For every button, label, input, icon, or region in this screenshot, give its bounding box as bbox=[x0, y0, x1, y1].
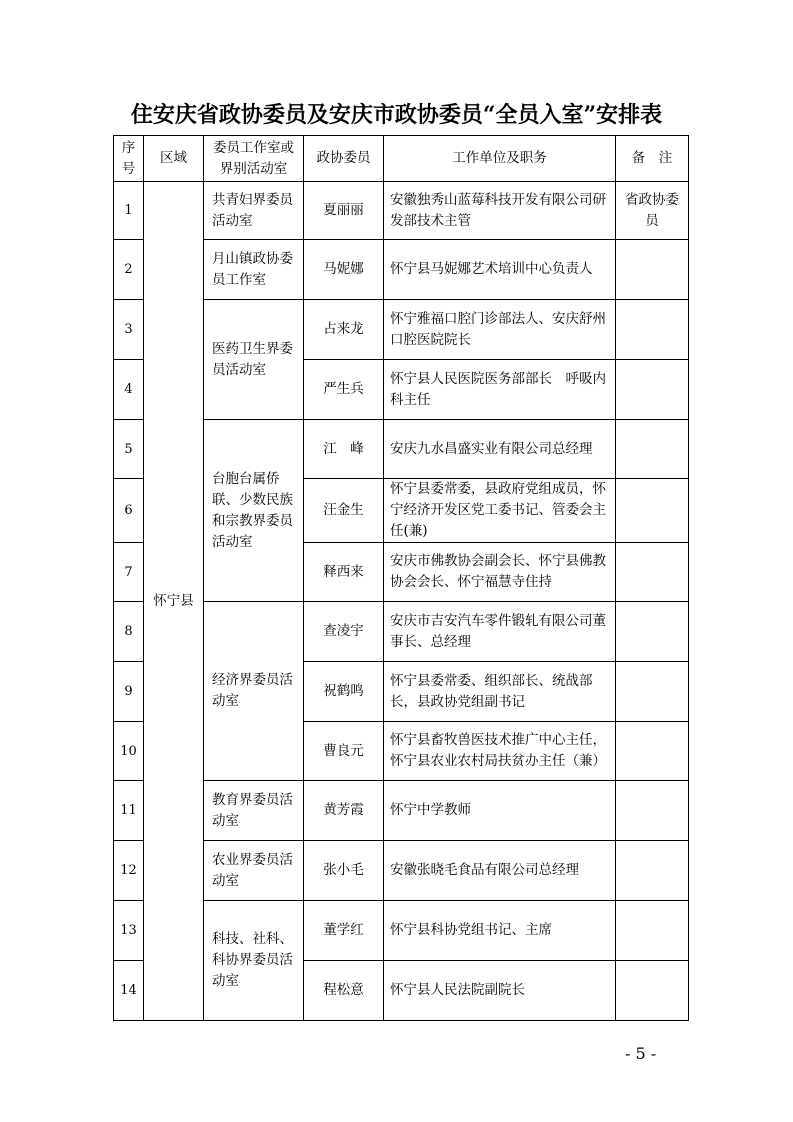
member-cell: 祝鹤鸣 bbox=[304, 662, 384, 722]
unit-cell: 怀宁县委常委、组织部长、统战部长，县政协党组副书记 bbox=[384, 662, 616, 722]
note-cell bbox=[616, 781, 689, 841]
seq-cell: 14 bbox=[114, 961, 144, 1021]
member-cell: 严生兵 bbox=[304, 360, 384, 420]
note-cell bbox=[616, 360, 689, 420]
header-room: 委员工作室或界别活动室 bbox=[204, 136, 304, 182]
unit-cell: 怀宁雅福口腔门诊部法人、安庆舒州口腔医院院长 bbox=[384, 300, 616, 360]
seq-cell: 8 bbox=[114, 602, 144, 662]
room-cell: 共青妇界委员活动室 bbox=[204, 182, 304, 240]
room-cell: 科技、社科、科协界委员活动室 bbox=[204, 901, 304, 1021]
room-cell: 医药卫生界委员活动室 bbox=[204, 300, 304, 420]
member-cell: 占来龙 bbox=[304, 300, 384, 360]
unit-cell: 怀宁中学教师 bbox=[384, 781, 616, 841]
header-member: 政协委员 bbox=[304, 136, 384, 182]
seq-cell: 9 bbox=[114, 662, 144, 722]
header-note: 备 注 bbox=[616, 136, 689, 182]
note-cell bbox=[616, 961, 689, 1021]
member-cell: 江 峰 bbox=[304, 420, 384, 479]
unit-cell: 安徽独秀山蓝莓科技开发有限公司研发部技术主管 bbox=[384, 182, 616, 240]
member-cell: 查凌宇 bbox=[304, 602, 384, 662]
note-cell bbox=[616, 662, 689, 722]
note-cell bbox=[616, 543, 689, 602]
member-cell: 曹良元 bbox=[304, 722, 384, 781]
note-cell bbox=[616, 602, 689, 662]
unit-cell: 安庆市吉安汽车零件锻轧有限公司董事长、总经理 bbox=[384, 602, 616, 662]
seq-cell: 3 bbox=[114, 300, 144, 360]
seq-cell: 13 bbox=[114, 901, 144, 961]
region-cell: 怀宁县 bbox=[144, 182, 204, 1021]
note-cell bbox=[616, 722, 689, 781]
member-cell: 释西来 bbox=[304, 543, 384, 602]
note-cell bbox=[616, 479, 689, 543]
member-cell: 汪金生 bbox=[304, 479, 384, 543]
seq-cell: 11 bbox=[114, 781, 144, 841]
unit-cell: 怀宁县畜牧兽医技术推广中心主任，怀宁县农业农村局扶贫办主任（兼） bbox=[384, 722, 616, 781]
table-header-row bbox=[114, 136, 689, 182]
member-cell: 董学红 bbox=[304, 901, 384, 961]
header-region: 区域 bbox=[144, 136, 204, 182]
unit-cell: 怀宁县人民法院副院长 bbox=[384, 961, 616, 1021]
seq-cell: 5 bbox=[114, 420, 144, 479]
unit-cell: 怀宁县人民医院医务部部长 呼吸内科主任 bbox=[384, 360, 616, 420]
member-cell: 张小毛 bbox=[304, 841, 384, 901]
seq-cell: 6 bbox=[114, 479, 144, 543]
room-cell: 台胞台属侨联、少数民族和宗教界委员活动室 bbox=[204, 420, 304, 602]
room-cell: 农业界委员活动室 bbox=[204, 841, 304, 901]
note-cell bbox=[616, 300, 689, 360]
page-number: - 5 - bbox=[625, 1044, 657, 1063]
note-cell bbox=[616, 901, 689, 961]
member-cell: 夏丽丽 bbox=[304, 182, 384, 240]
member-cell: 黄芳霞 bbox=[304, 781, 384, 841]
seq-cell: 1 bbox=[114, 182, 144, 240]
note-cell bbox=[616, 240, 689, 300]
note-cell bbox=[616, 841, 689, 901]
room-cell: 经济界委员活动室 bbox=[204, 602, 304, 781]
unit-cell: 怀宁县委常委，县政府党组成员，怀宁经济开发区党工委书记、管委会主任(兼) bbox=[384, 479, 616, 543]
document-title: 住安庆省政协委员及安庆市政协委员“全员入室”安排表 bbox=[130, 102, 663, 128]
note-cell bbox=[616, 420, 689, 479]
seq-cell: 2 bbox=[114, 240, 144, 300]
note-cell: 省政协委员 bbox=[616, 182, 689, 240]
header-seq: 序号 bbox=[114, 136, 144, 182]
seq-cell: 7 bbox=[114, 543, 144, 602]
arrangement-table bbox=[113, 135, 689, 1021]
unit-cell: 安庆市佛教协会副会长、怀宁县佛教协会会长、怀宁福慧寺住持 bbox=[384, 543, 616, 602]
room-cell: 教育界委员活动室 bbox=[204, 781, 304, 841]
header-unit: 工作单位及职务 bbox=[384, 136, 616, 182]
seq-cell: 12 bbox=[114, 841, 144, 901]
unit-cell: 怀宁县马妮娜艺术培训中心负责人 bbox=[384, 240, 616, 300]
seq-cell: 4 bbox=[114, 360, 144, 420]
unit-cell: 安徽张晓毛食品有限公司总经理 bbox=[384, 841, 616, 901]
unit-cell: 安庆九水昌盛实业有限公司总经理 bbox=[384, 420, 616, 479]
seq-cell: 10 bbox=[114, 722, 144, 781]
room-cell: 月山镇政协委员工作室 bbox=[204, 240, 304, 300]
unit-cell: 怀宁县科协党组书记、主席 bbox=[384, 901, 616, 961]
table-row bbox=[114, 182, 689, 240]
member-cell: 程松意 bbox=[304, 961, 384, 1021]
member-cell: 马妮娜 bbox=[304, 240, 384, 300]
